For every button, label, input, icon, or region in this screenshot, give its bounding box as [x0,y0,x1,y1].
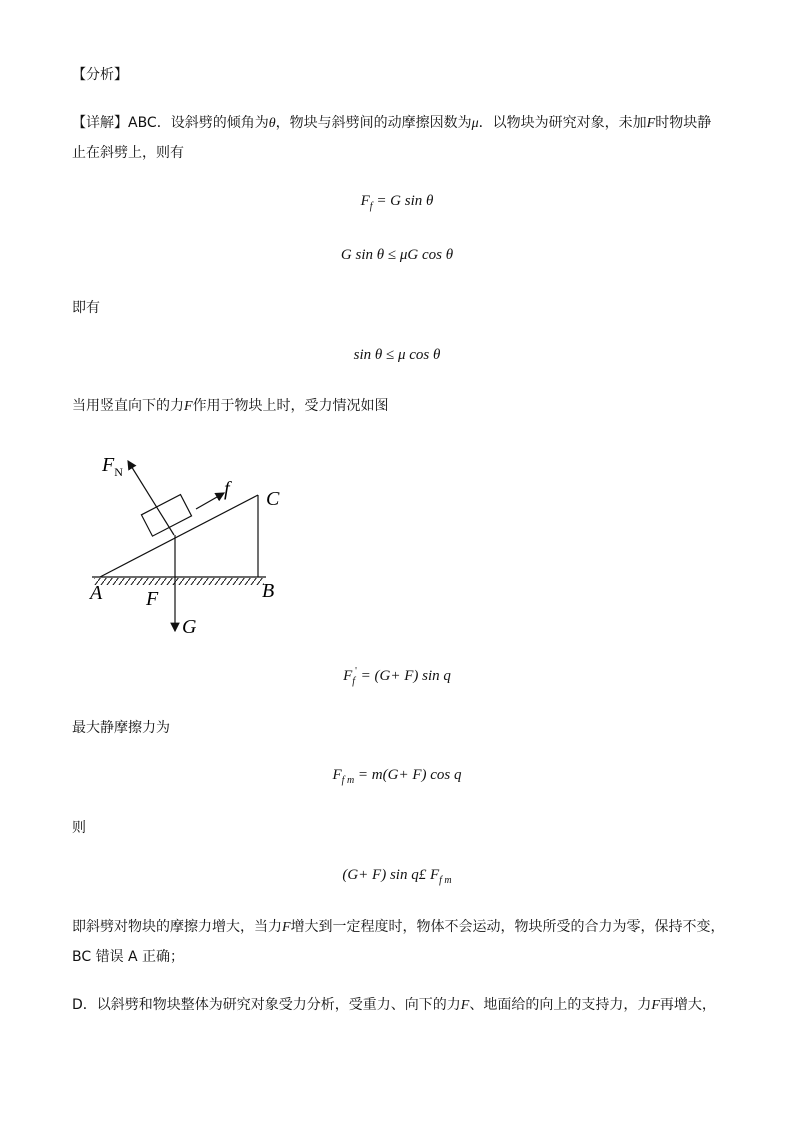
friction-arrow [196,493,224,509]
equation-friction: $F_f = G$ sin θ [360,193,434,212]
detail-paragraph-line1: 【详解】ABC．设斜劈的倾角为θ，物块与斜劈间的动摩擦因数为μ．以物块为研究对象，未加F时物块静 [72,115,712,131]
analysis-header: 【分析】 [72,67,128,83]
label-a: A [90,582,103,604]
force-intro: 当用竖直向下的力F作用于物块上时，受力情况如图 [72,398,389,414]
option-d-analysis: D．以斜劈和物块整体为研究对象受力分析，受重力、向下的力F、地面给的向上的支持力，力F再增大， [72,997,716,1013]
equation-static-condition: G sin θ ≤ μG cos θ [340,247,454,263]
label-b: B [262,580,275,602]
conclusion-line2: BC 错误 A 正确； [72,949,185,965]
equation-friction-with-force: $F_f' = (G+ F)$ sin q [343,666,451,687]
label-g: G [182,616,197,638]
conclusion-line1: 即斜劈对物块的摩擦力增大，当力F增大到一定程度时，物体不会运动，物块所受的合力为零，保持不变， [72,919,725,935]
incline-force-diagram [86,445,326,650]
label-fn: $F_N$ [102,454,123,479]
block [141,495,191,537]
text-ze: 则 [72,820,86,836]
detail-header: 【详解】 [72,115,128,131]
label-f: f [224,478,230,500]
equation-simplified: sin θ ≤ μ cos θ [353,347,441,363]
equation-max-static: $F_{f m} = m(G+ F)$ cos q [332,767,462,786]
max-static-friction-text: 最大静摩擦力为 [72,720,170,736]
text-jiyou: 即有 [72,300,100,316]
detail-paragraph-line2: 止在斜劈上，则有 [72,145,184,161]
label-F: F [146,588,159,610]
ground-hatch [94,578,264,585]
label-c: C [266,488,280,510]
equation-inequality: (G+ F) sin q£ $F_{f m}$ [342,867,452,886]
